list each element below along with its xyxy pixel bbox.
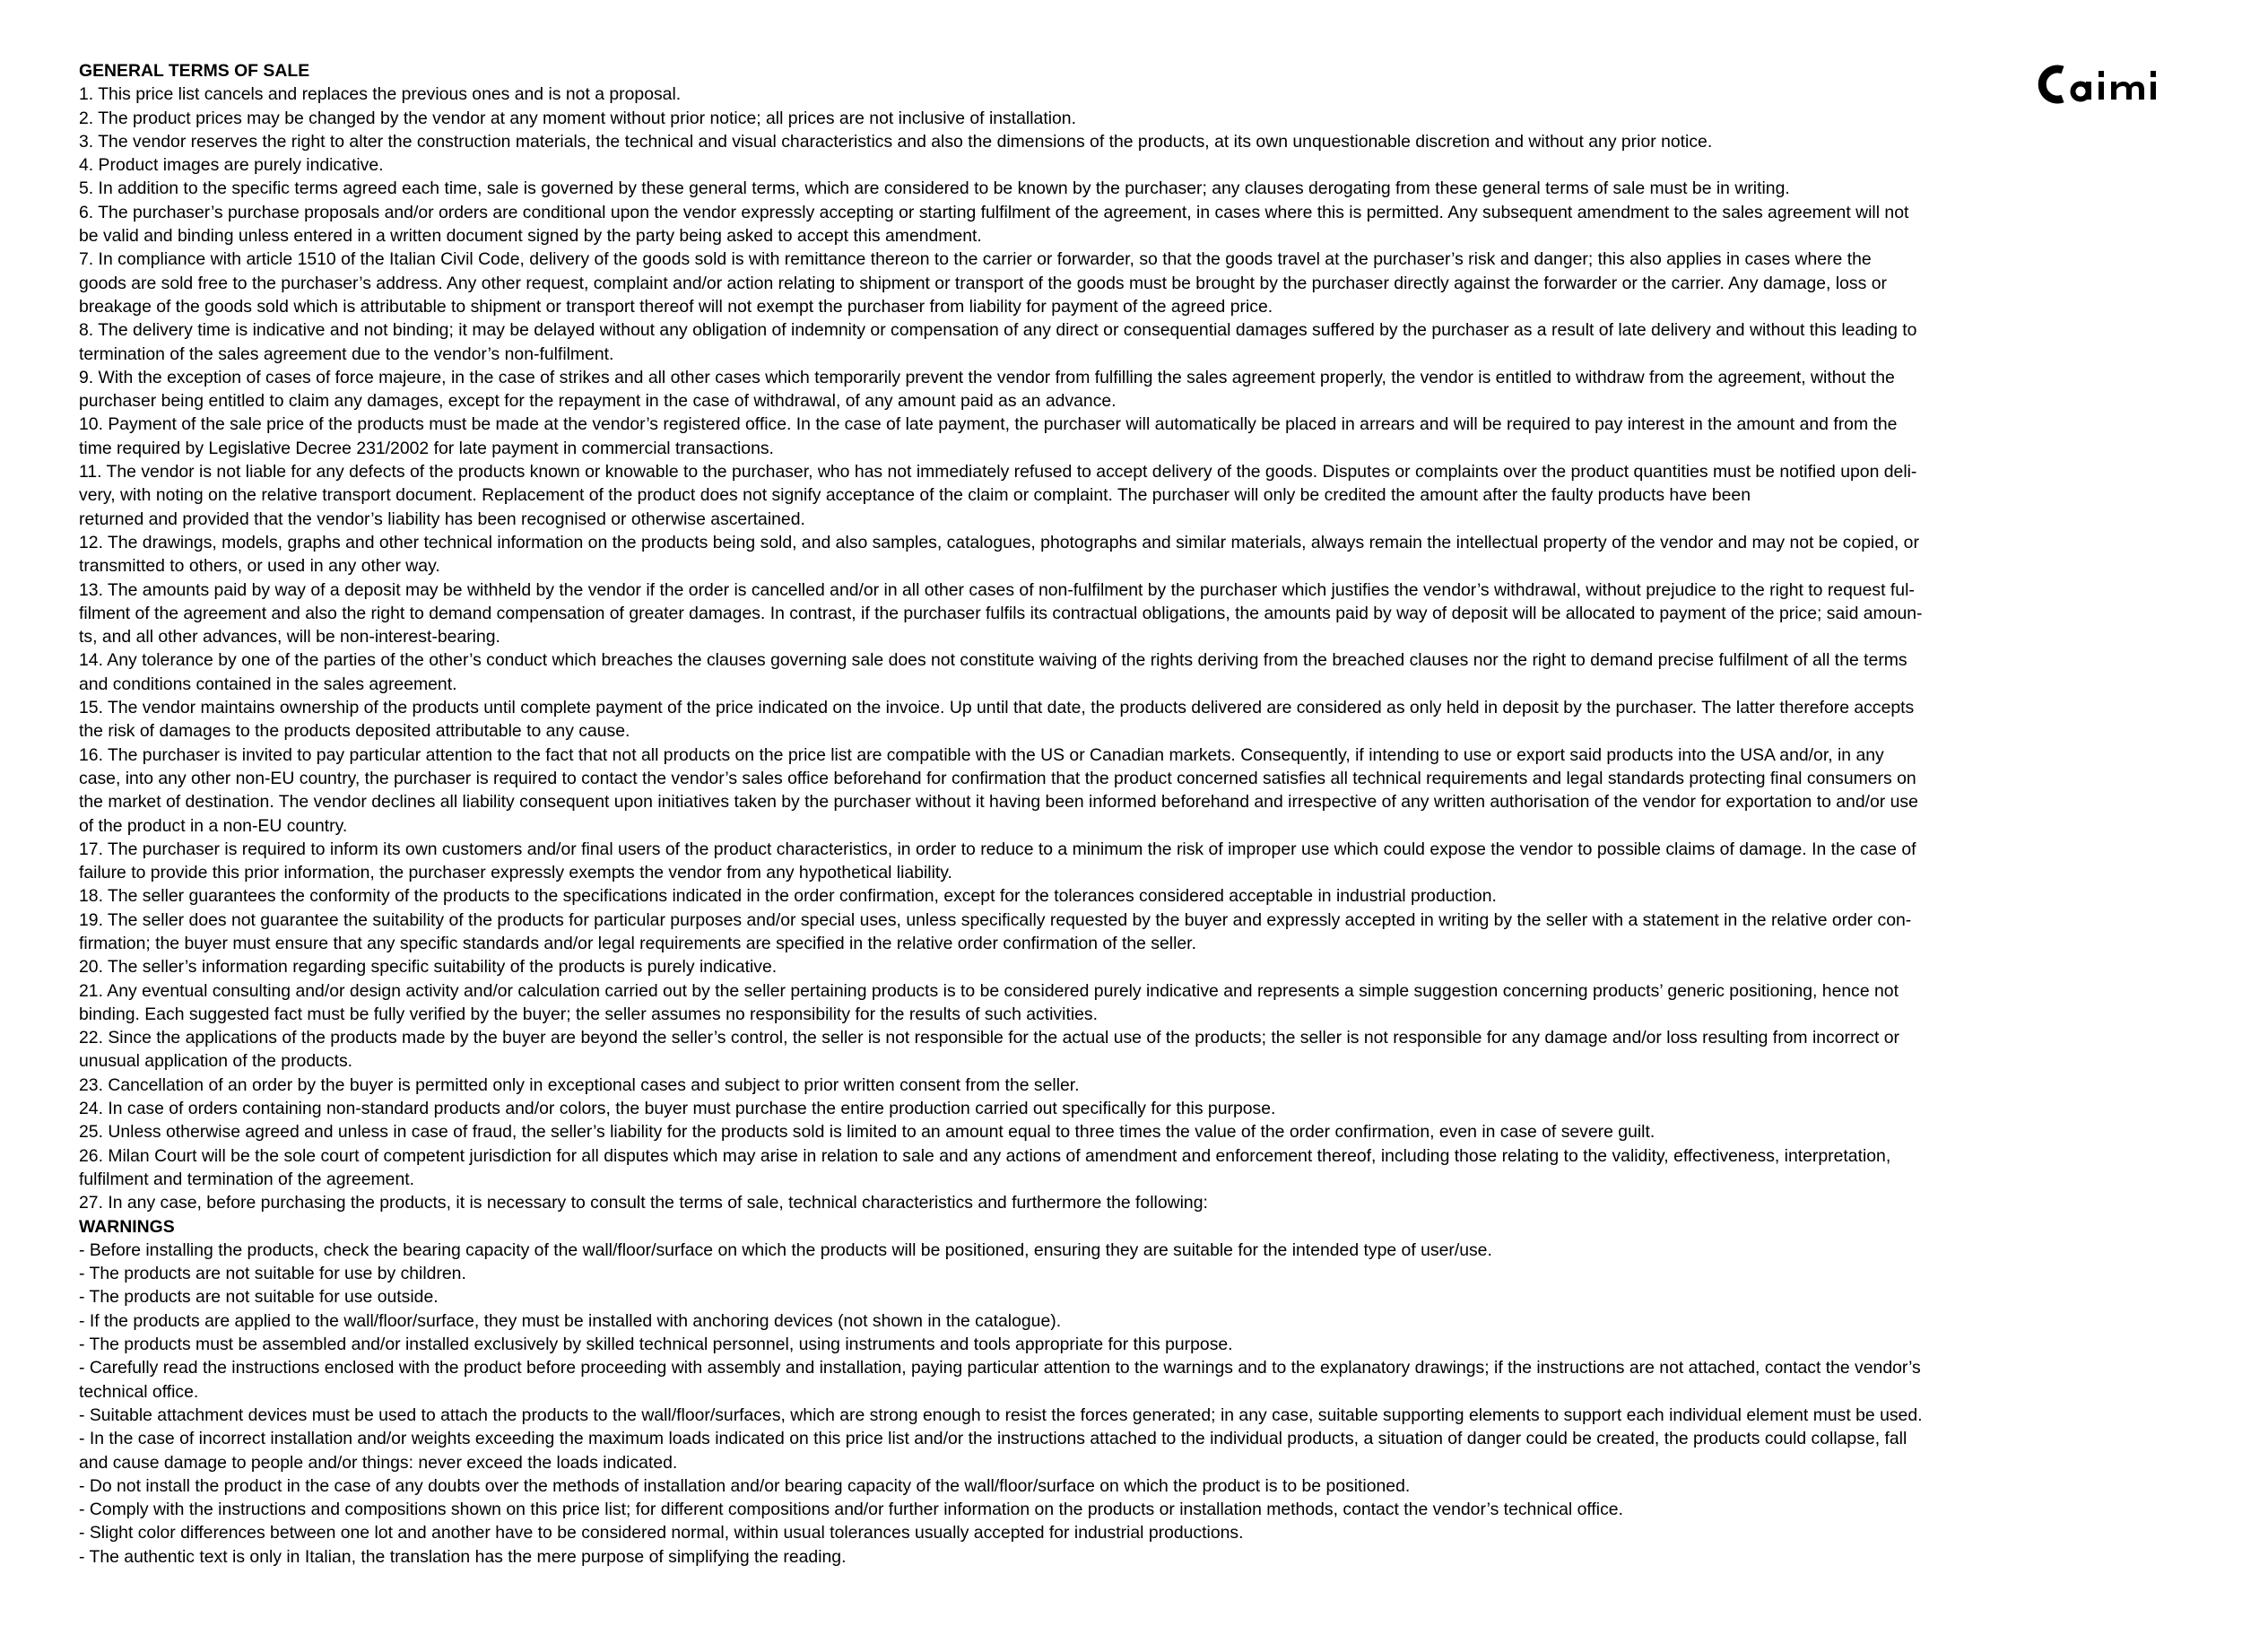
terms-line: case, into any other non-EU country, the purchaser is required to contact the vendor’s sales office beforehand for confirmation that the product concerned satisfies all technical requirements and legal standards protecting final consumers on — [79, 768, 1916, 788]
warning-line: - Comply with the instructions and compositions shown on this price list; for different compositions and/or further information on the products or installation methods, contact the vendor’s technical office. — [79, 1500, 1623, 1520]
terms-line: the risk of damages to the products deposited attributable to any cause. — [79, 721, 630, 742]
terms-line: 18. The seller guarantees the conformity of the products to the specifications indicated in the order confirmation, except for the tolerances considered acceptable in industrial production. — [79, 886, 1497, 907]
terms-line: 16. The purchaser is invited to pay particular attention to the fact that not all products on the price list are compatible with the US or Canadian markets. Consequently, if intending to use or export said products into the USA and/or, in any — [79, 744, 1884, 765]
terms-line: 8. The delivery time is indicative and not binding; it may be delayed without any obligation of indemnity or compensation of any direct or consequential damages suffered by the purchaser as a result of late delivery and without this leading to — [79, 320, 1917, 341]
terms-line: 20. The seller’s information regarding specific suitability of the products is purely indicative. — [79, 957, 778, 978]
terms-line: and conditions contained in the sales agreement. — [79, 674, 457, 694]
terms-line: 3. The vendor reserves the right to alter the construction materials, the technical and visual characteristics and also the dimensions of the products, at its own unquestionable discretion and without any prior notice. — [79, 131, 1713, 152]
warnings-title: WARNINGS — [79, 1216, 175, 1237]
terms-line: 2. The product prices may be changed by the vendor at any moment without prior notice; all prices are not inclusive of installation. — [79, 108, 1076, 128]
terms-line: returned and provided that the vendor’s liability has been recognised or otherwise ascertained. — [79, 509, 805, 529]
warning-line: and cause damage to people and/or things: never exceed the loads indicated. — [79, 1452, 678, 1473]
warning-line: - Carefully read the instructions enclosed with the product before proceeding with assembly and installation, paying particular attention to the warnings and to the explanatory drawings; if the instructions are not attached, contact the vendor’s — [79, 1358, 1921, 1378]
warnings-list — [79, 1239, 2168, 1569]
warning-line: - Do not install the product in the case of any doubts over the methods of installation and/or bearing capacity of the wall/floor/surface on which the product is to be positioned. — [79, 1475, 1411, 1496]
terms-line: 11. The vendor is not liable for any defects of the products known or knowable to the purchaser, who has not immediately refused to accept delivery of the goods. Disputes or complaints over the product quantities must be notified upon deli- — [79, 462, 1917, 483]
terms-line: 14. Any tolerance by one of the parties of the other’s conduct which breaches the clauses governing sale does not constitute waiving of the rights deriving from the breached clauses nor the right to demand precise fulfilment of all the terms — [79, 650, 1907, 671]
terms-line: time required by Legislative Decree 231/2002 for late payment in commercial transactions. — [79, 438, 774, 458]
warning-line: - In the case of incorrect installation and/or weights exceeding the maximum loads indicated on this price list and/or the instructions attached to the individual products, a situation of danger could be created, the products could collapse, fall — [79, 1429, 1907, 1449]
warning-line: - The products are not suitable for use by children. — [79, 1264, 466, 1284]
terms-line: goods are sold free to the purchaser’s address. Any other request, complaint and/or action relating to shipment or transport of the goods must be brought by the purchaser directly against the forwarder or the carrier. Any damage, loss or — [79, 273, 1887, 293]
warning-line: - Slight color differences between one lot and another have to be considered normal, within usual tolerances usually accepted for industrial productions. — [79, 1523, 1244, 1543]
terms-line: 27. In any case, before purchasing the products, it is necessary to consult the terms of sale, technical characteristics and furthermore the following: — [79, 1193, 1208, 1213]
warning-line: - The products are not suitable for use outside. — [79, 1287, 439, 1308]
terms-document — [79, 59, 2168, 1569]
terms-line: ts, and all other advances, will be non-interest-bearing. — [79, 627, 500, 648]
terms-line: filment of the agreement and also the right to demand compensation of greater damages. In contrast, if the purchaser fulfils its contractual obligations, the amounts paid by way of deposit will be allocated to payment of the price; said amoun- — [79, 603, 1923, 623]
warning-line: technical office. — [79, 1381, 199, 1402]
terms-line: 21. Any eventual consulting and/or design activity and/or calculation carried out by the seller pertaining products is to be considered purely indicative and represents a simple suggestion concerning products’ generic positioning, hence not — [79, 980, 1899, 1001]
terms-line: breakage of the goods sold which is attributable to shipment or transport thereof will not exempt the purchaser from liability for payment of the agreed price. — [79, 296, 1273, 317]
warning-line: - The products must be assembled and/or installed exclusively by skilled technical personnel, using instruments and tools appropriate for this purpose. — [79, 1335, 1233, 1355]
terms-line: 7. In compliance with article 1510 of the Italian Civil Code, delivery of the goods sold is with remittance thereon to the carrier or forwarder, so that the goods travel at the purchaser’s risk and danger; this also applies in cases where the — [79, 249, 1872, 270]
warning-line: - Before installing the products, check the bearing capacity of the wall/floor/surface on which the products will be positioned, ensuring they are suitable for the intended type of user/use. — [79, 1239, 1492, 1260]
terms-line: 4. Product images are purely indicative. — [79, 155, 384, 176]
terms-line: 12. The drawings, models, graphs and other technical information on the products being sold, and also samples, catalogues, photographs and similar materials, always remain the intellectual property of the vendor and may not be copied, or — [79, 532, 1919, 552]
terms-line: 25. Unless otherwise agreed and unless in case of fraud, the seller’s liability for the products sold is limited to an amount equal to three times the value of the order confirmation, even in case of severe guilt. — [79, 1122, 1655, 1143]
terms-line: 6. The purchaser’s purchase proposals and/or orders are conditional upon the vendor expressly accepting or starting fulfilment of the agreement, in cases where this is permitted. Any subsequent amendment to the sales agreement will not — [79, 202, 1909, 222]
terms-line: 5. In addition to the specific terms agreed each time, sale is governed by these general terms, which are considered to be known by the purchaser; any clauses derogating from these general terms of sale must be in writing. — [79, 178, 1790, 199]
terms-line: fulfilment and termination of the agreement. — [79, 1169, 415, 1189]
terms-line: purchaser being entitled to claim any damages, except for the repayment in the case of withdrawal, of any amount paid as an advance. — [79, 391, 1117, 412]
terms-line: failure to provide this prior information, the purchaser expressly exempts the vendor from any hypothetical liability. — [79, 863, 952, 883]
terms-line: 9. With the exception of cases of force majeure, in the case of strikes and all other cases which temporarily prevent the vendor from fulfilling the sales agreement properly, the vendor is entitled to withdraw from the agreement, without the — [79, 367, 1895, 387]
warning-line: - Suitable attachment devices must be used to attach the products to the wall/floor/surfaces, which are strong enough to resist the forces generated; in any case, suitable supporting elements to support each individual element must be used. — [79, 1404, 1923, 1425]
terms-line: 1. This price list cancels and replaces the previous ones and is not a proposal. — [79, 84, 682, 105]
terms-line: 26. Milan Court will be the sole court of competent jurisdiction for all disputes which may arise in relation to sale and any actions of amendment and enforcement thereof, including those relating to the validity, effectiveness, interpretation, — [79, 1145, 1891, 1166]
terms-line: of the product in a non-EU country. — [79, 815, 348, 836]
terms-line: be valid and binding unless entered in a written document signed by the party being asked to accept this amendment. — [79, 226, 982, 247]
terms-line: termination of the sales agreement due to the vendor’s non-fulfilment. — [79, 343, 614, 364]
terms-line: unusual application of the products. — [79, 1051, 353, 1072]
terms-line: 22. Since the applications of the products made by the buyer are beyond the seller’s control, the seller is not responsible for the actual use of the products; the seller is not responsible for any damage and/or loss resulting from incorrect or — [79, 1028, 1899, 1048]
warning-line: - If the products are applied to the wall/floor/surface, they must be installed with anchoring devices (not shown in the catalogue). — [79, 1310, 1062, 1331]
terms-line: the market of destination. The vendor declines all liability consequent upon initiatives taken by the purchaser without it having been informed beforehand and irrespective of any written authorisation of the vendor for exportation to and/or use — [79, 792, 1918, 813]
warning-line: - The authentic text is only in Italian, the translation has the mere purpose of simplifying the reading. — [79, 1546, 847, 1567]
terms-list — [79, 83, 2168, 1214]
terms-line: 13. The amounts paid by way of a deposit may be withheld by the vendor if the order is cancelled and/or in all other cases of non-fulfilment by the purchaser which justifies the vendor’s withdrawal, without prejudice to the right to request ful- — [79, 579, 1915, 600]
terms-line: binding. Each suggested fact must be fully verified by the buyer; the seller assumes no responsibility for the results of such activities. — [79, 1004, 1098, 1024]
terms-line: firmation; the buyer must ensure that any specific standards and/or legal requirements are specified in the relative order confirmation of the seller. — [79, 933, 1196, 953]
document-title: GENERAL TERMS OF SALE — [79, 61, 310, 81]
terms-line: 10. Payment of the sale price of the products must be made at the vendor’s registered office. In the case of late payment, the purchaser will automatically be placed in arrears and will be required to pay interest in the amount and from the — [79, 414, 1898, 435]
terms-line: 17. The purchaser is required to inform its own customers and/or final users of the product characteristics, in order to reduce to a minimum the risk of improper use which could expose the vendor to possible claims of damage. In the case of — [79, 839, 1916, 859]
terms-line: transmitted to others, or used in any other way. — [79, 556, 440, 577]
terms-line: 19. The seller does not guarantee the suitability of the products for particular purposes and/or special uses, unless specifically requested by the buyer and expressly accepted in writing by the seller with a statement in the relative order con- — [79, 909, 1912, 930]
terms-line: 15. The vendor maintains ownership of the products until complete payment of the price indicated on the invoice. Up until that date, the products delivered are considered as only held in deposit by the purchaser. The latter therefore accepts — [79, 698, 1915, 718]
terms-line: very, with noting on the relative transport document. Replacement of the product does not signify acceptance of the claim or complaint. The purchaser will only be credited the amount after the faulty products have been — [79, 485, 1751, 506]
terms-line: 24. In case of orders containing non-standard products and/or colors, the buyer must purchase the entire production carried out specifically for this purpose. — [79, 1099, 1276, 1119]
terms-line: 23. Cancellation of an order by the buyer is permitted only in exceptional cases and subject to prior written consent from the seller. — [79, 1074, 1080, 1095]
